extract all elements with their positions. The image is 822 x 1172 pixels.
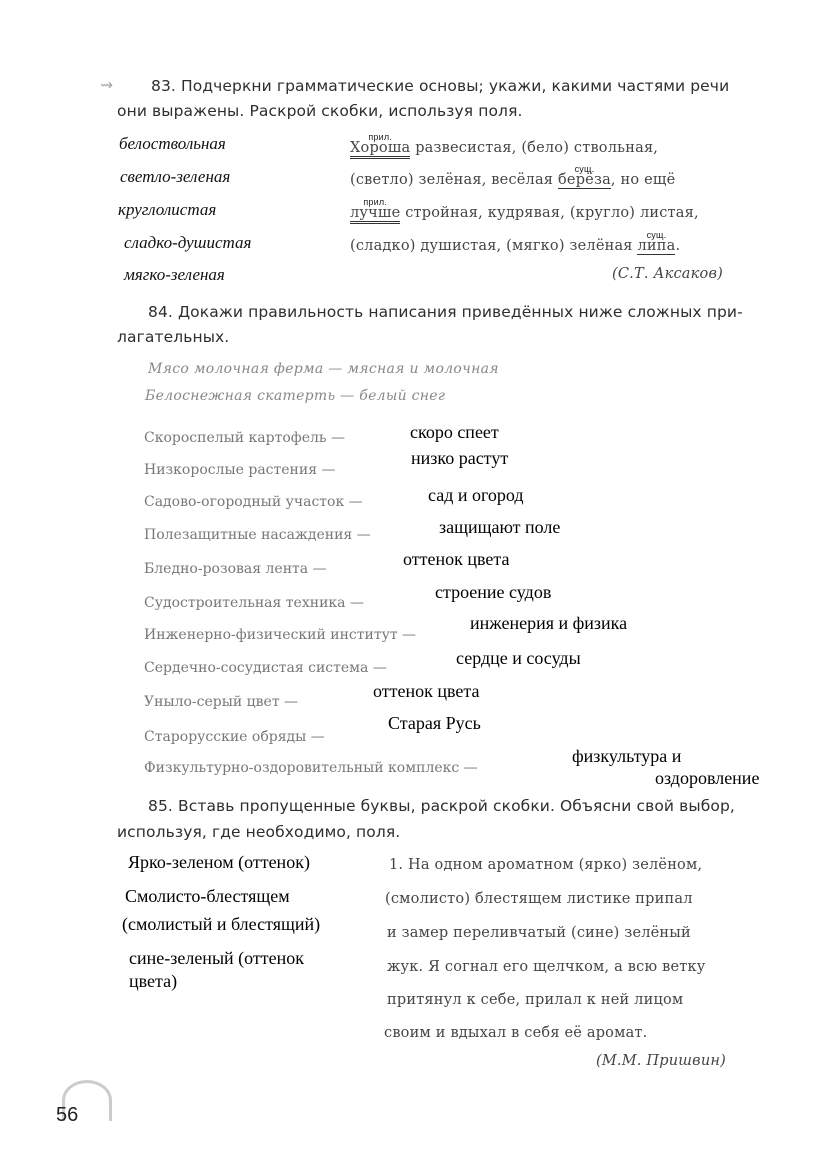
ex84-answer-3: сад и огород [428,485,524,505]
ex85-task-line1: 85. Вставь пропущенные буквы, раскрой скобки. Объясни свой выбор, [148,797,735,815]
ex85-text-line2: (смолисто) блестящем листике припал [385,891,693,907]
predicate-underline-2 [637,230,676,255]
ex84-phrase-5: Бледно-розовая лента — [144,561,327,577]
ex84-phrase-9: Уныло-серый цвет — [144,694,299,710]
page-number: 56 [56,1104,79,1126]
ex83-text-line3 [350,197,699,224]
ex83-author: (С.Т. Аксаков) [612,266,723,282]
ex84-example-2: Белоснежная скатерть — белый снег [145,388,446,404]
ex83-text-line1-rest: развесистая, (бело) ствольная, [415,140,659,156]
ex84-phrase-11: Физкультурно-оздоровительный комплекс — [144,760,478,776]
pos-label-3: прил. [363,197,388,207]
ex84-task-line1: 84. Докажи правильность написания приведённых ниже сложных при- [148,303,743,321]
ex83-text-line2-a: (светло) зелёная, весёлая [350,172,554,188]
ex85-text-line1: 1. На одном ароматном (ярко) зелёном, [389,857,703,873]
ex85-text-line4: жук. Я согнал его щелчком, а всю ветку [387,959,706,975]
ex83-margin-note-1: белоствольная [119,134,226,153]
ex83-word-horosha: Хороша [350,140,411,156]
ex84-phrase-7: Инженерно-физический институт — [144,627,417,643]
ex84-phrase-4: Полезащитные насаждения — [144,527,371,543]
ex84-answer-6: строение судов [435,582,552,602]
ex84-answer-11-cont: оздоровление [655,768,760,788]
ex84-example-1: Мясо молочная ферма — мясная и молочная [148,361,499,377]
ex85-text-line6: своим и вдыхал в себя её аромат. [384,1025,648,1041]
ex83-text-line3-rest: стройная, кудрявая, (кругло) листая, [405,205,699,221]
ex83-instruction-1: Подчеркни грамматические основы; укажи, какими частями речи [180,77,730,95]
ex84-answer-2: низко растут [411,448,509,468]
ex83-task-line2: они выражены. Раскрой скобки, используя поля. [117,102,523,120]
ex84-answer-10: Старая Русь [388,713,481,733]
ex85-text-line3: и замер переливчатый (сине) зелёный [387,925,691,941]
arrow-marker-icon: ⇝ [100,76,114,94]
ex83-text-line4-a: (сладко) душистая, (мягко) зелёная [350,238,633,254]
subject-underline-2 [350,197,401,224]
ex85-margin-note-3: (смолистый и блестящий) [122,914,321,934]
ex83-margin-note-2: светло-зеленая [120,167,231,186]
ex85-author: (М.М. Пришвин) [596,1053,726,1069]
ex84-phrase-1: Скороспелый картофель — [144,430,345,446]
ex84-phrase-10: Старорусские обряды — [144,729,325,745]
ex84-answer-8: сердце и сосуды [456,648,581,668]
ex83-margin-note-5: мягко-зеленая [124,265,225,284]
ex83-word-lipa: липа [637,238,676,254]
ex84-answer-7: инженерия и физика [470,613,628,633]
ex83-task-line1 [151,77,729,95]
ex84-task-line2: лагательных. [117,328,230,346]
ex85-margin-note-2: Смолисто-блестящем [125,886,290,906]
ex85-margin-note-4: сине-зеленый (оттенок [129,948,305,968]
ex84-answer-11: физкультура и [572,746,682,766]
ex83-margin-note-4: сладко-душистая [124,233,252,252]
ex83-text-line1 [350,132,659,159]
ex83-margin-note-3: круглолистая [118,200,217,219]
ex85-text-line5: притянул к себе, прилал к ней лицом [387,992,684,1008]
pos-label-2: сущ. [574,164,595,174]
ex84-answer-4: защищают поле [439,517,561,537]
ex83-number: 83. [151,77,176,95]
ex85-margin-note-1: Ярко-зеленом (оттенок) [128,852,310,872]
ex83-text-line4 [350,230,681,255]
ex85-task-line2: используя, где необходимо, поля. [117,823,401,841]
subject-underline-1 [350,132,411,159]
ex83-text-line2-b: , но ещё [610,172,676,188]
ex84-answer-9: оттенок цвета [373,681,480,701]
ex83-text-line4-b: . [675,238,681,254]
ex85-margin-note-5: цвета) [129,971,178,991]
ex84-phrase-8: Сердечно-сосудистая система — [144,660,387,676]
ex84-phrase-3: Садово-огородный участок — [144,494,363,510]
ex84-phrase-2: Низкорослые растения — [144,462,336,478]
pos-label-4: сущ. [646,230,667,240]
ex83-word-bereza: берёза [557,172,611,188]
ex83-text-line2 [350,164,676,189]
ex83-word-luchshe: лучше [350,205,401,221]
pos-label-1: прил. [368,132,393,142]
ex84-answer-1: скоро спеет [410,422,499,442]
predicate-underline-1 [557,164,611,189]
ex84-answer-5: оттенок цвета [403,549,510,569]
ex84-phrase-6: Судостроительная техника — [144,595,364,611]
